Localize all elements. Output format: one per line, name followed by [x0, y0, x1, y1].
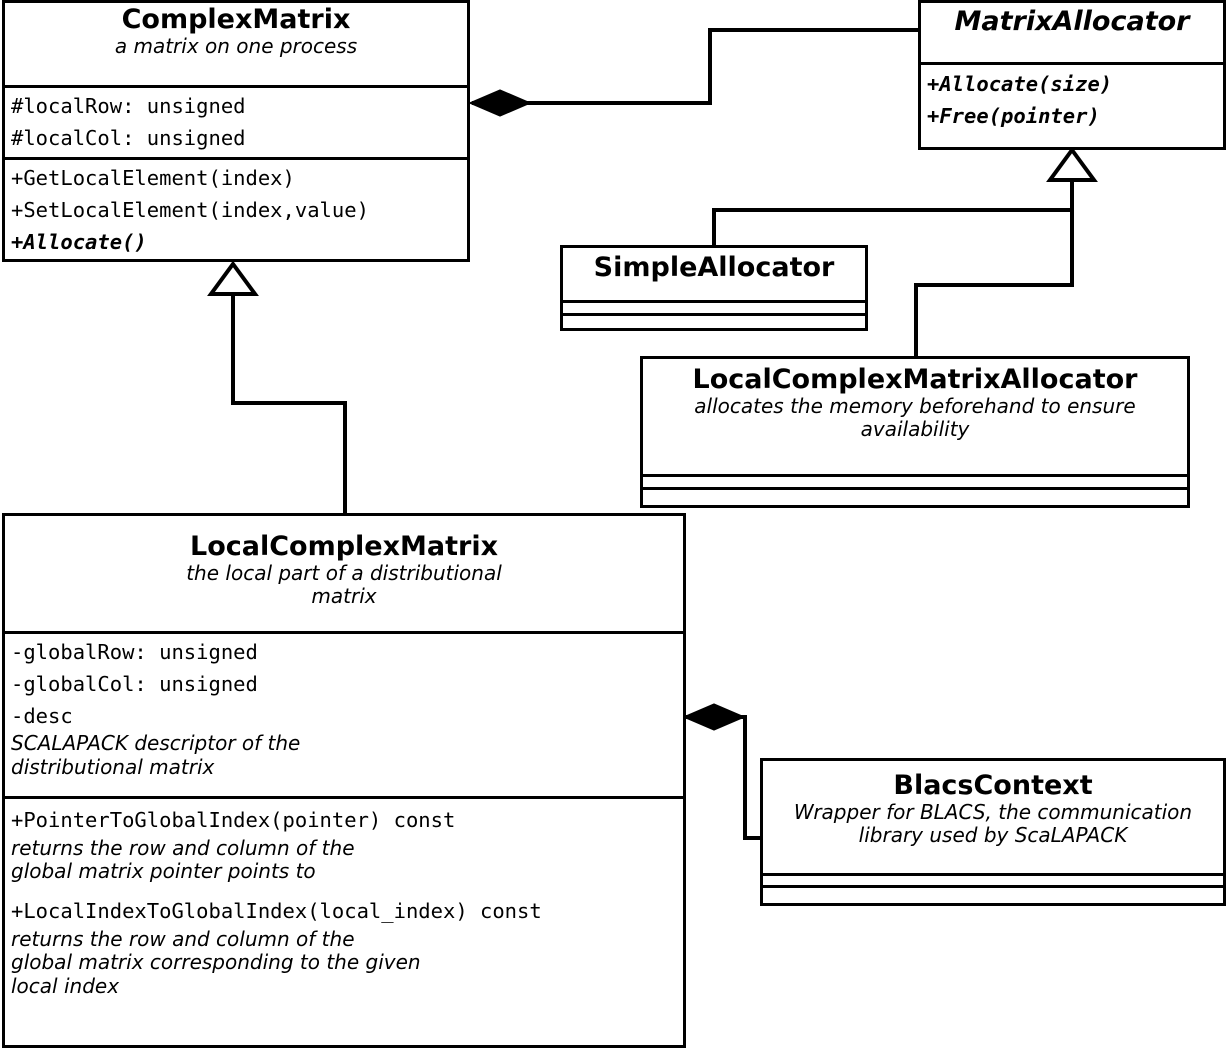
- class-local-complex-matrix-note: the local part of a distributional matrix: [186, 561, 502, 609]
- class-complex-matrix-attributes: [5, 85, 467, 157]
- operation-note: returns the row and column of the global matrix pointer points to: [11, 835, 355, 884]
- operation-row: +GetLocalElement(index): [11, 166, 295, 190]
- class-blacs-context-operations: [763, 885, 1223, 897]
- class-local-complex-matrix-name: LocalComplexMatrix: [189, 531, 499, 562]
- class-matrix-allocator-operations: [921, 62, 1223, 150]
- class-matrix-allocator-header: [921, 3, 1223, 62]
- class-blacs-context-note: Wrapper for BLACS, the communication library used by ScaLAPACK: [793, 800, 1193, 848]
- attribute-row: -desc: [11, 703, 73, 728]
- class-local-complex-matrix-allocator-name: LocalComplexMatrixAllocator: [692, 364, 1138, 395]
- class-simple-allocator[interactable]: [560, 245, 868, 331]
- class-local-complex-matrix-allocator-operations: [643, 487, 1187, 500]
- class-simple-allocator-header: [563, 248, 865, 300]
- class-complex-matrix-header: [5, 3, 467, 85]
- operation-row: +SetLocalElement(index,value): [11, 197, 369, 222]
- operation-row: +PointerToGlobalIndex(pointer) const: [11, 808, 456, 832]
- class-matrix-allocator-name: MatrixAllocator: [954, 6, 1190, 37]
- class-matrix-allocator[interactable]: [918, 0, 1226, 150]
- class-local-complex-matrix-allocator-attributes: [643, 474, 1187, 487]
- operation-row-abstract: +Allocate(size): [927, 72, 1113, 96]
- class-complex-matrix-note: a matrix on one process: [114, 34, 358, 59]
- class-complex-matrix[interactable]: [2, 0, 470, 262]
- class-local-complex-matrix-allocator[interactable]: [640, 356, 1190, 508]
- class-blacs-context-attributes: [763, 873, 1223, 885]
- attribute-row: #localCol: unsigned: [11, 125, 246, 150]
- attribute-row: -globalCol: unsigned: [11, 671, 258, 696]
- class-simple-allocator-operations: [563, 313, 865, 326]
- attribute-row: #localRow: unsigned: [11, 94, 246, 118]
- operation-note: returns the row and column of the global matrix corresponding to the given local index: [11, 926, 421, 998]
- class-local-complex-matrix[interactable]: [2, 513, 686, 1048]
- class-complex-matrix-operations: [5, 157, 467, 261]
- operation-row-abstract: +Free(pointer): [927, 103, 1100, 128]
- attribute-row: -globalRow: unsigned: [11, 640, 258, 664]
- class-simple-allocator-attributes: [563, 300, 865, 313]
- class-blacs-context-header: [763, 761, 1223, 873]
- class-blacs-context-name: BlacsContext: [893, 770, 1093, 801]
- class-simple-allocator-name: SimpleAllocator: [593, 252, 835, 283]
- class-blacs-context[interactable]: [760, 758, 1226, 906]
- class-local-complex-matrix-allocator-header: [643, 359, 1187, 474]
- class-local-complex-matrix-header: [5, 516, 683, 631]
- class-local-complex-matrix-operations: [5, 796, 683, 1002]
- class-local-complex-matrix-allocator-note: allocates the memory beforehand to ensure availability: [694, 394, 1136, 442]
- attribute-note: SCALAPACK descriptor of the distributional matrix: [11, 731, 301, 779]
- class-local-complex-matrix-attributes: [5, 631, 683, 796]
- class-complex-matrix-name: ComplexMatrix: [121, 4, 351, 35]
- operation-row-abstract: +Allocate(): [11, 229, 147, 254]
- operation-row: +LocalIndexToGlobalIndex(local_index) const: [11, 898, 542, 923]
